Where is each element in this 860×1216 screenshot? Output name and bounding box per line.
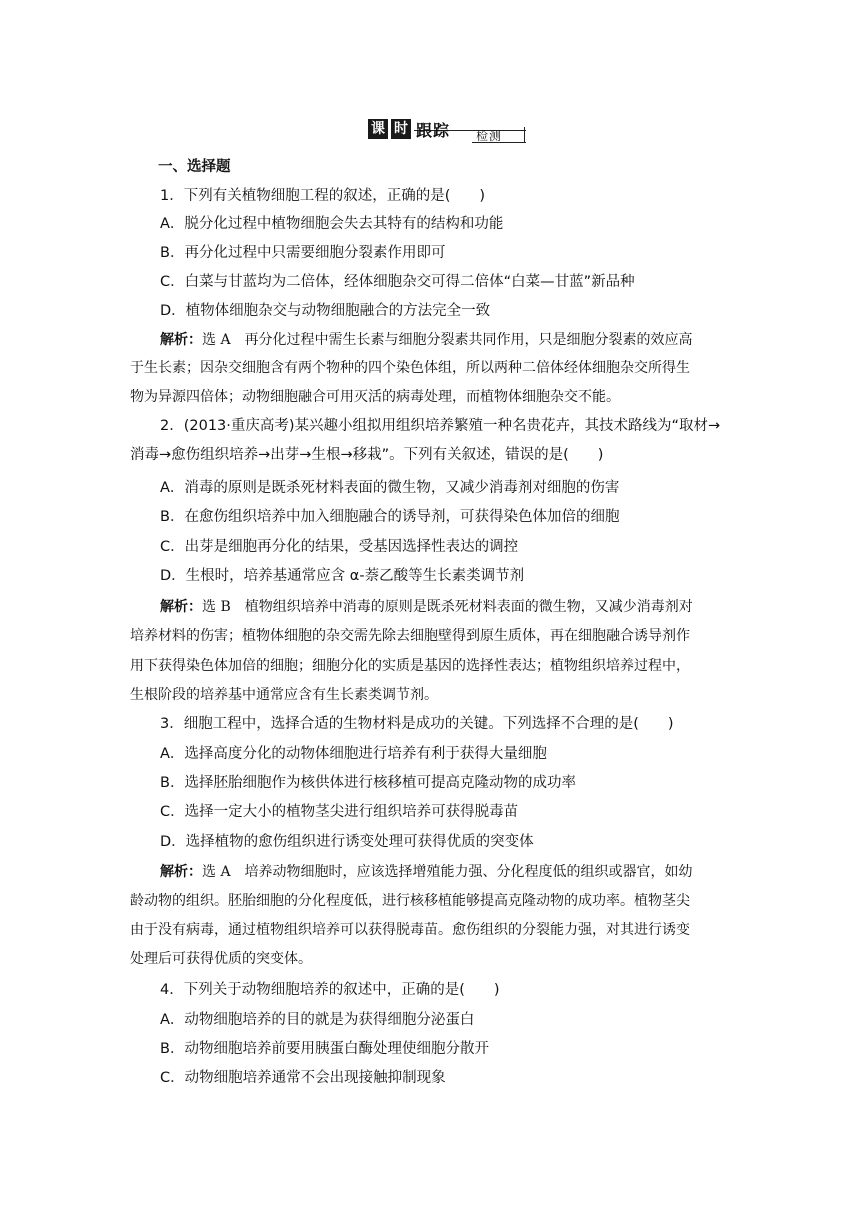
q4-stem: 4．下列关于动物细胞培养的叙述中，正确的是( ) — [160, 982, 500, 998]
q2-explanation-label: 解析： — [160, 599, 202, 615]
q3-explanation-text-1: 选 A 培养动物细胞时，应该选择增殖能力强、分化程度低的组织或器官，如幼 — [202, 864, 693, 880]
q3-option-a: A．选择高度分化的动物体细胞进行培养有利于获得大量细胞 — [160, 746, 547, 762]
q2-stem-line-2: 消毒→愈伤组织培养→出芽→生根→移栽”。下列有关叙述，错误的是( ) — [130, 447, 604, 463]
q1-explanation-text-1: 选 A 再分化过程中需生长素与细胞分裂素共同作用，只是细胞分裂素的效应高 — [202, 332, 693, 348]
banner-label-1: 跟踪 — [416, 121, 451, 140]
q3-explanation-line-3: 由于没有病毒，通过植物组织培养可以获得脱毒苗。愈伤组织的分裂能力强，对其进行诱变 — [130, 922, 690, 938]
banner-label-2: 检测 — [476, 129, 503, 143]
q1-explanation-line-3: 物为异源四倍体；动物细胞融合可用灭活的病毒处理，而植物体细胞杂交不能。 — [130, 389, 620, 405]
q4-option-b: B．动物细胞培养前要用胰蛋白酶处理使细胞分散开 — [160, 1041, 489, 1057]
q3-explanation-line-1 — [160, 862, 693, 882]
section-heading: 一、选择题 — [158, 159, 231, 175]
q1-option-b: B．再分化过程中只需要细胞分裂素作用即可 — [160, 245, 446, 261]
q2-explanation-line-2: 培养材料的伤害；植物体细胞的杂交需先除去细胞壁得到原生质体，再在细胞融合诱导剂作 — [130, 628, 690, 644]
banner-rule-end — [524, 127, 525, 143]
q2-explanation-line-4: 生根阶段的培养基中通常应含有生长素类调节剂。 — [130, 687, 438, 703]
q1-explanation-label: 解析： — [160, 332, 202, 348]
q2-option-b: B．在愈伤组织培养中加入细胞融合的诱导剂，可获得染色体加倍的细胞 — [160, 509, 620, 525]
q1-stem: 1．下列有关植物细胞工程的叙述，正确的是( ) — [160, 188, 486, 204]
q3-option-d: D．选择植物的愈伤组织进行诱变处理可获得优质的突变体 — [160, 834, 534, 850]
q1-option-a: A．脱分化过程中植物细胞会失去其特有的结构和功能 — [160, 216, 504, 232]
q3-explanation-line-4: 处理后可获得优质的突变体。 — [130, 951, 312, 967]
q2-option-c: C．出芽是细胞再分化的结果，受基因选择性表达的调控 — [160, 539, 519, 555]
q3-explanation-label: 解析： — [160, 864, 202, 880]
q1-explanation-line-1 — [160, 330, 700, 350]
q2-stem-line-1: 2．(2013·重庆高考)某兴趣小组拟用组织培养繁殖一种名贵花卉，其技术路线为“取材→ — [160, 418, 721, 434]
q2-explanation-line-3: 用下获得染色体加倍的细胞；细胞分化的实质是基因的选择性表达；植物组织培养过程中， — [130, 658, 690, 674]
q3-stem: 3．细胞工程中，选择合适的生物材料是成功的关键。下列选择不合理的是( ) — [160, 716, 674, 732]
q1-option-d: D．植物体细胞杂交与动物细胞融合的方法完全一致 — [160, 303, 491, 319]
section-banner — [364, 115, 526, 145]
q4-option-a: A．动物细胞培养的目的就是为获得细胞分泌蛋白 — [160, 1012, 475, 1028]
q3-explanation-line-2: 龄动物的组织。胚胎细胞的分化程度低，进行核移植能够提高克隆动物的成功率。植物茎尖 — [130, 893, 690, 909]
q3-option-c: C．选择一定大小的植物茎尖进行组织培养可获得脱毒苗 — [160, 804, 519, 820]
q2-explanation-text-1: 选 B 植物组织培养中消毒的原则是既杀死材料表面的微生物，又减少消毒剂对 — [202, 599, 693, 615]
q1-explanation-line-2: 于生长素；因杂交细胞含有两个物种的四个染色体组，所以两种二倍体经体细胞杂交所得生 — [130, 360, 690, 376]
q2-explanation-line-1 — [160, 597, 693, 617]
q2-option-a: A．消毒的原则是既杀死材料表面的微生物，又减少消毒剂对细胞的伤害 — [160, 480, 620, 496]
q1-option-c: C．白菜与甘蓝均为二倍体，经体细胞杂交可得二倍体“白菜—甘蓝”新品种 — [160, 274, 635, 290]
banner-char-1: 课 — [368, 119, 388, 139]
q3-option-b: B．选择胚胎细胞作为核供体进行核移植可提高克隆动物的成功率 — [160, 775, 576, 791]
q2-option-d: D．生根时，培养基通常应含 α-萘乙酸等生长素类调节剂 — [160, 568, 525, 584]
q4-option-c: C．动物细胞培养通常不会出现接触抑制现象 — [160, 1070, 446, 1086]
banner-char-2: 时 — [391, 119, 411, 139]
